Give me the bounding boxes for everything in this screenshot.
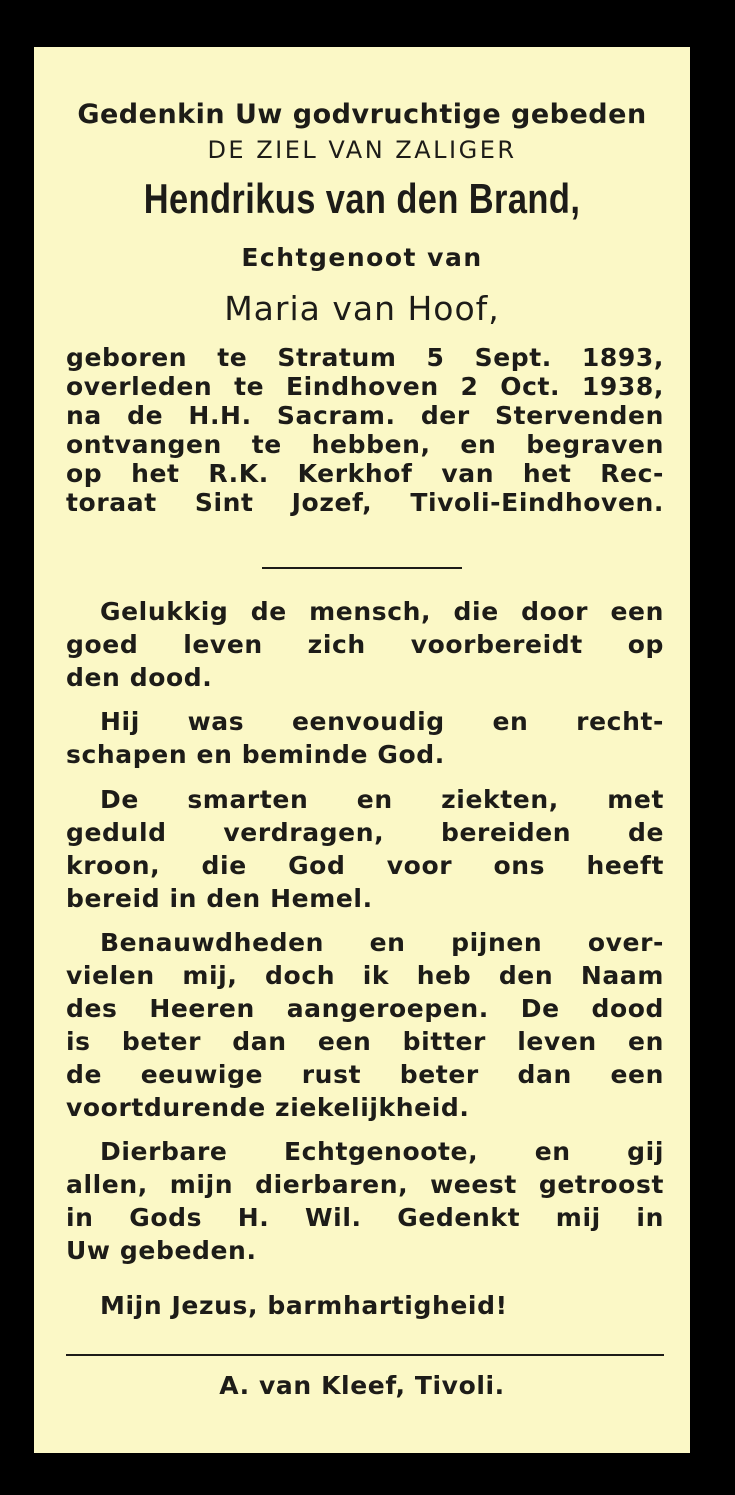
text-line: Uw gebeden. [66, 1236, 257, 1265]
short-divider [262, 567, 462, 569]
details-line: toraat Sint Jozef, Tivoli-Eindhoven. [66, 488, 664, 517]
text-line: Benauwdheden en pijnen over- [100, 928, 664, 957]
printer-credit: A. van Kleef, Tivoli. [219, 1371, 505, 1400]
text-line: Hij was eenvoudig en recht- [100, 707, 664, 736]
text-line: bereid in den Hemel. [66, 884, 373, 913]
details-line: na de H.H. Sacram. der Stervenden [66, 401, 664, 430]
details-line: overleden te Eindhoven 2 Oct. 1938, [66, 372, 664, 401]
closing-prayer: Mijn Jezus, barmhartigheid! [100, 1291, 508, 1320]
text-line: geduld verdragen, bereiden de [66, 818, 664, 847]
text-line: in Gods H. Wil. Gedenkt mij in [66, 1203, 664, 1232]
text-line: goed leven zich voorbereidt op [66, 630, 664, 659]
text-line: allen, mijn dierbaren, weest getroost [66, 1170, 664, 1199]
text-line: De smarten en ziekten, met [100, 785, 664, 814]
details-line: op het R.K. Kerkhof van het Rec- [66, 459, 664, 488]
text-line: de eeuwige rust beter dan een [66, 1060, 664, 1089]
details-line: ontvangen te hebben, en begraven [66, 430, 664, 459]
text-line: des Heeren aangeroepen. De dood [66, 994, 664, 1023]
text-line: is beter dan een bitter leven en [66, 1027, 664, 1056]
details-line: geboren te Stratum 5 Sept. 1893, [66, 343, 664, 372]
spouse-intro: Echtgenoot van [241, 243, 483, 272]
text-line: schapen en beminde God. [66, 740, 445, 769]
text-line: kroon, die God voor ons heeft [66, 851, 664, 880]
text-line: vielen mij, doch ik heb den Naam [66, 961, 664, 990]
bottom-divider [66, 1354, 664, 1356]
text-line: voortdurende ziekelijkheid. [66, 1093, 470, 1122]
text-line: Dierbare Echtgenoote, en gij [100, 1137, 664, 1166]
deceased-name: Hendrikus van den Brand, [143, 175, 581, 222]
text-line: Gelukkig de mensch, die door een [100, 597, 664, 626]
spouse-name: Maria van Hoof, [224, 289, 500, 328]
soul-line: DE ZIEL VAN ZALIGER [207, 136, 517, 164]
memorial-card [34, 47, 690, 1453]
intro-line: Gedenkin Uw godvruchtige gebeden [77, 99, 647, 130]
text-line: den dood. [66, 663, 213, 692]
